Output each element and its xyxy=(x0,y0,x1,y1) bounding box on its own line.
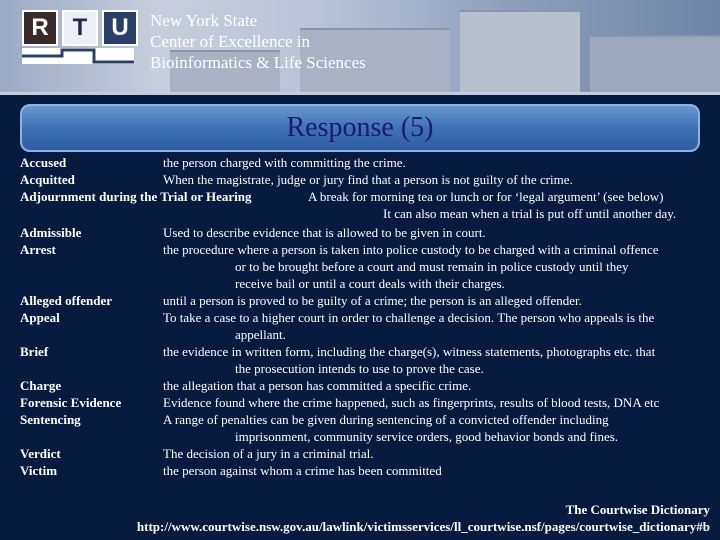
glossary-definition: the procedure where a person is taken into police custody to be charged with a criminal offence xyxy=(163,242,659,257)
glossary-term: Forensic Evidence xyxy=(20,395,122,410)
glossary-definition: appellant. xyxy=(235,327,286,342)
glossary-definition: imprisonment, community service orders, good behavior bonds and fines. xyxy=(235,429,619,444)
glossary-definition: Used to describe evidence that is allowed to be given in court. xyxy=(163,225,486,240)
glossary-definition: It can also mean when a trial is put off until another day. xyxy=(383,206,677,221)
glossary-term: Appeal xyxy=(20,310,60,325)
glossary-definition: the prosecution intends to use to prove the case. xyxy=(235,361,484,376)
glossary-definition: the person charged with committing the crime. xyxy=(163,155,406,170)
glossary-term: Alleged offender xyxy=(20,293,113,308)
glossary-term: Victim xyxy=(20,463,58,478)
source-url[interactable]: http://www.courtwise.nsw.gov.au/lawlink/victimsservices/ll_courtwise.nsf/pages/courtwise_dictionary#b xyxy=(136,519,710,534)
glossary-term: Admissible xyxy=(20,225,82,240)
glossary-term: Sentencing xyxy=(20,412,81,427)
glossary-definition: When the magistrate, judge or jury find that a person is not guilty of the crime. xyxy=(163,172,573,187)
building-graphic xyxy=(590,35,720,92)
title-bar xyxy=(20,104,700,152)
glossary xyxy=(0,155,720,485)
source-name: The Courtwise Dictionary xyxy=(565,502,710,517)
glossary-definition: Evidence found where the crime happened, such as fingerprints, results of blood tests, DNA etc xyxy=(163,395,660,410)
logo-underline-graphic xyxy=(22,48,134,64)
glossary-term: Adjournment during the Trial or Hearing xyxy=(20,189,252,204)
header-banner xyxy=(0,0,720,92)
glossary-term: Verdict xyxy=(20,446,61,461)
source-citation xyxy=(137,501,710,535)
glossary-term: Acquitted xyxy=(20,172,75,187)
glossary-definition: until a person is proved to be guilty of a crime; the person is an alleged offender. xyxy=(163,293,582,308)
organization-name xyxy=(150,10,366,73)
logo-letter: R xyxy=(22,10,58,46)
logo-letter: U xyxy=(102,10,138,46)
logo-letter: T xyxy=(62,10,98,46)
glossary-definition: the evidence in written form, including the charge(s), witness statements, photographs etc. that xyxy=(163,344,656,359)
header-divider xyxy=(0,92,720,95)
glossary-definition: To take a case to a higher court in order to challenge a decision. The person who appeals is the xyxy=(163,310,655,325)
glossary-definition: the allegation that a person has committed a specific crime. xyxy=(163,378,472,393)
glossary-definition: A range of penalties can be given during sentencing of a convicted offender including xyxy=(163,412,609,427)
glossary-definition: the person against whom a crime has been committed xyxy=(163,463,442,478)
glossary-term: Charge xyxy=(20,378,62,393)
org-line: Bioinformatics & Life Sciences xyxy=(150,53,366,72)
glossary-term: Accused xyxy=(20,155,67,170)
glossary-definition: The decision of a jury in a criminal trial. xyxy=(163,446,374,461)
glossary-definition: A break for morning tea or lunch or for ‘legal argument’ (see below) xyxy=(308,189,664,204)
building-graphic xyxy=(460,10,580,92)
rtu-logo xyxy=(22,10,138,46)
glossary-definition: receive bail or until a court deals with their charges. xyxy=(235,276,505,291)
org-line: Center of Excellence in xyxy=(150,32,311,51)
glossary-definition: or to be brought before a court and must remain in police custody until they xyxy=(235,259,629,274)
glossary-term: Brief xyxy=(20,344,49,359)
org-line: New York State xyxy=(150,11,258,30)
slide-title: Response (5) xyxy=(286,112,434,143)
glossary-term: Arrest xyxy=(20,242,56,257)
